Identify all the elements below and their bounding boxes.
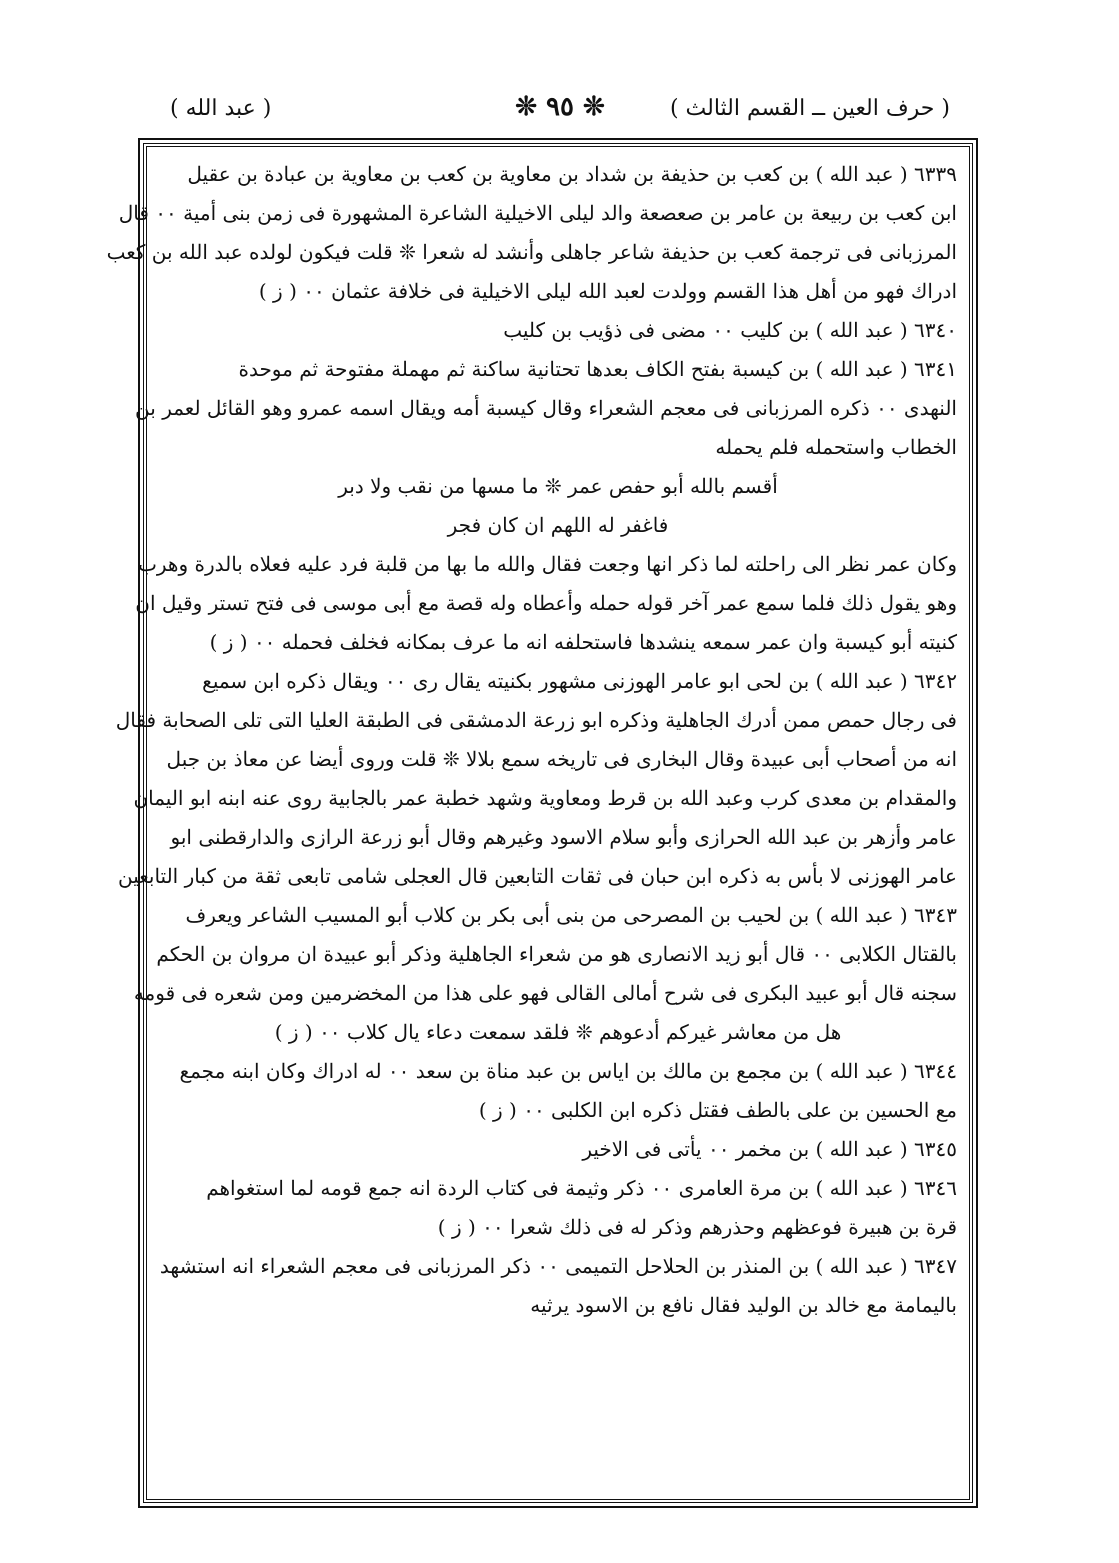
- text-line: المرزبانى فى ترجمة كعب بن حذيفة شاعر جاهلى وأنشد له شعرا ❊ قلت فيكون لولده عبد الله بن كعب: [106, 240, 957, 264]
- text-line: سجنه قال أبو عبيد البكرى فى شرح أمالى القالى فهو على هذا من المخضرمين ومن شعره فى قومه: [133, 981, 957, 1005]
- verse-line: فاغفر له اللهم ان كان فجر: [447, 513, 669, 537]
- text-line: بالقتال الكلابى ٠٠ قال أبو زيد الانصارى هو من شعراء الجاهلية وذكر أبو عبيدة ان مروان بن الحكم: [156, 942, 957, 966]
- text-line: ٦٣٤١ ( عبد الله ) بن كيسبة بفتح الكاف بعدها تحتانية ساكنة ثم مهملة مفتوحة ثم موحدة: [238, 357, 957, 381]
- text-line: انه من أصحاب أبى عبيدة وقال البخارى فى تاريخه سمع بلالا ❊ قلت وروى أيضا عن معاذ بن جبل: [166, 747, 957, 771]
- verse-line: أقسم بالله أبو حفص عمر ❊ ما مسها من نقب ولا دبر: [338, 474, 778, 498]
- text-line: قرة بن هبيرة فوعظهم وحذرهم وذكر له فى ذلك شعرا ٠٠ ( ز ): [437, 1215, 957, 1239]
- text-line: الخطاب واستحمله فلم يحمله: [715, 435, 957, 459]
- verse-line: هل من معاشر غيركم أدعوهم ❊ فلقد سمعت دعاء يال كلاب ٠٠ ( ز ): [274, 1020, 842, 1044]
- text-line: ٦٣٤٦ ( عبد الله ) بن مرة العامرى ٠٠ ذكر وثيمة فى كتاب الردة انه جمع قومه لما استغواهم: [206, 1176, 957, 1200]
- text-line: ٦٣٤٢ ( عبد الله ) بن لحى ابو عامر الهوزنى مشهور بكنيته يقال رى ٠٠ ويقال ذكره ابن سميع: [202, 669, 957, 693]
- body-text: [106, 155, 957, 1491]
- text-line: عامر وأزهر بن عبد الله الحرازى وأبو سلام الاسود وغيرهم وقال أبو زرعة الرازى والدارقطنى ابو: [170, 825, 957, 849]
- text-line: كنيته أبو كيسبة وان عمر سمعه ينشدها فاستحلفه انه ما عرف بمكانه فخلف فحمله ٠٠ ( ز ): [209, 630, 957, 654]
- text-line: ادراك فهو من أهل هذا القسم وولدت لعبد الله ليلى الاخيلية فى خلافة عثمان ٠٠ ( ز ): [258, 279, 957, 303]
- text-line: وكان عمر نظر الى راحلته لما ذكر انها وجعت فقال والله ما بها من قلبة فرد عليه فعلاه بالدرة وهرب: [138, 552, 957, 576]
- text-line: والمقدام بن معدى كرب وعبد الله بن قرط ومعاوية وشهد خطبة عمر بالجابية روى عنه ابنه ابو اليمان: [133, 786, 957, 810]
- page-header: [150, 92, 970, 132]
- text-line: ٦٣٣٩ ( عبد الله ) بن كعب بن حذيفة بن شداد بن معاوية بن كعب بن معاوية بن عبادة بن عقيل: [187, 162, 957, 186]
- text-line: ٦٣٤٧ ( عبد الله ) بن المنذر بن الحلاحل التميمى ٠٠ ذكر المرزبانى فى معجم الشعراء انه استشهد: [159, 1254, 957, 1278]
- running-title: ( عبد الله ): [170, 96, 272, 121]
- text-line: مع الحسين بن على بالطف فقتل ذكره ابن الكلبى ٠٠ ( ز ): [478, 1098, 957, 1122]
- text-line: عامر الهوزنى لا بأس به ذكره ابن حبان فى ثقات التابعين قال العجلى شامى تابعى ثقة من كبار التابعين: [117, 864, 957, 888]
- text-line: ابن كعب بن ربيعة بن عامر بن صعصعة والد ليلى الاخيلية الشاعرة المشهورة فى زمن بنى أمية ٠٠ قال: [118, 201, 957, 225]
- section-heading: ( حرف العين ــ القسم الثالث ): [669, 96, 950, 121]
- text-line: ٦٣٤٥ ( عبد الله ) بن مخمر ٠٠ يأتى فى الاخير: [582, 1137, 957, 1161]
- text-line: فى رجال حمص ممن أدرك الجاهلية وذكره ابو زرعة الدمشقى فى الطبقة العليا التى تلى الصحابة فقال: [115, 708, 957, 732]
- text-line: باليمامة مع خالد بن الوليد فقال نافع بن الاسود يرثيه: [530, 1293, 957, 1317]
- text-line: ٦٣٤٣ ( عبد الله ) بن لحيب بن المصرحى من بنى أبى بكر بن كلاب أبو المسيب الشاعر ويعرف: [185, 903, 957, 927]
- text-frame: [106, 143, 973, 1503]
- page-number: ❊ ٩٥ ❊: [515, 92, 605, 122]
- text-line: ٦٣٤٤ ( عبد الله ) بن مجمع بن مالك بن اياس بن عبد مناة بن سعد ٠٠ له ادراك وكان ابنه مجمع: [179, 1059, 957, 1083]
- text-line: وهو يقول ذلك فلما سمع عمر آخر قوله حمله وأعطاه وله قصة مع أبى موسى فى فتح تستر وقيل ان: [135, 591, 957, 615]
- text-line: النهدى ٠٠ ذكره المرزبانى فى معجم الشعراء وقال كيسبة أمه ويقال اسمه عمرو وهو القائل لعمر بن: [135, 396, 957, 420]
- text-line: ٦٣٤٠ ( عبد الله ) بن كليب ٠٠ مضى فى ذؤيب بن كليب: [503, 318, 957, 342]
